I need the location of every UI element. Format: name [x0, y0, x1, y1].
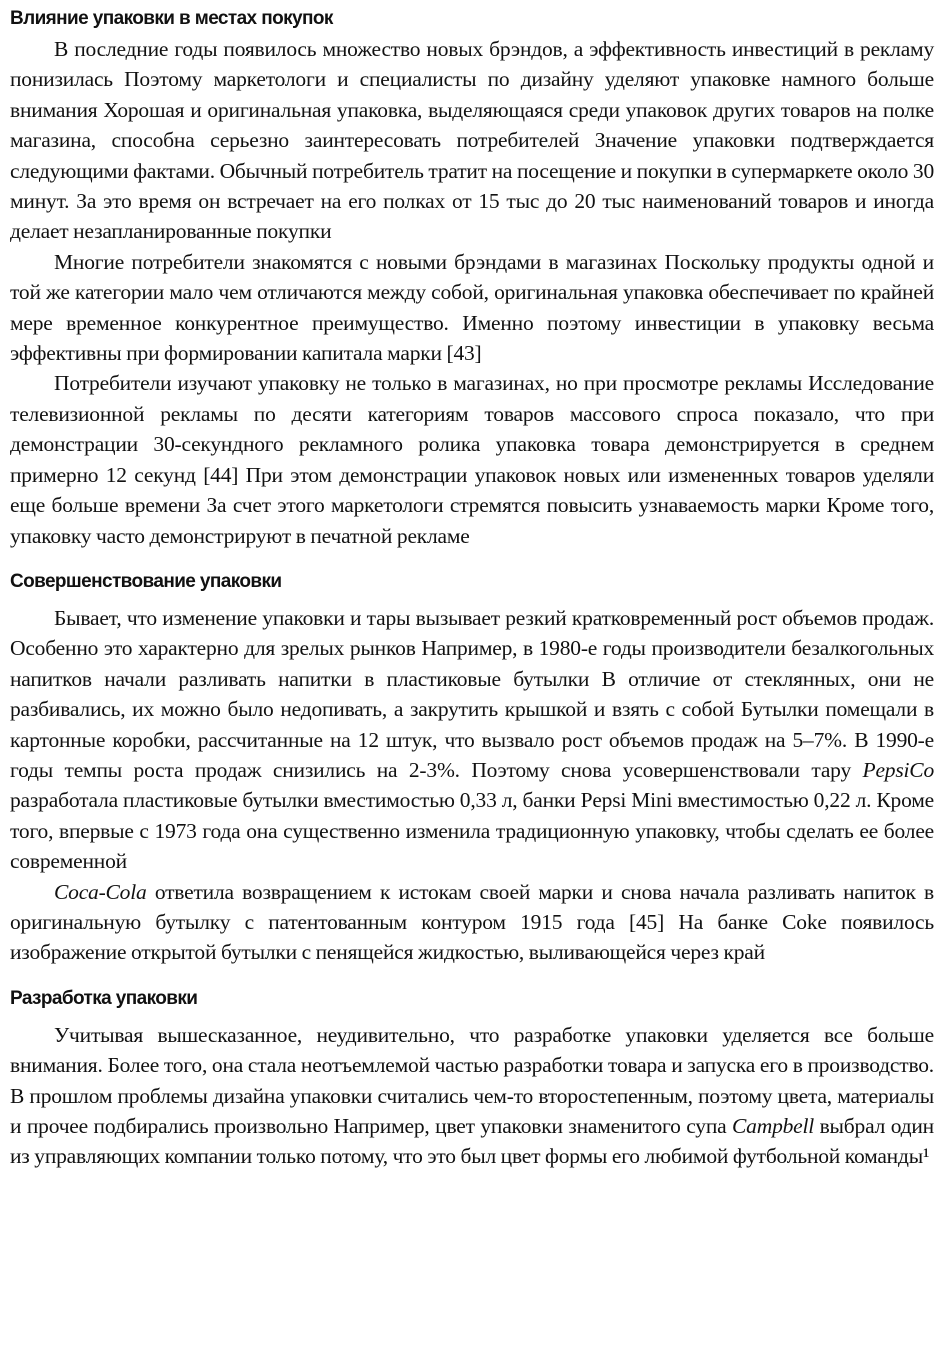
document-page: [10, 0, 934, 1172]
paragraph: Многие потребители знакомятся с новыми брэндами в магазинах Поскольку продукты одной и той же категории мало чем отличаются между собой, оригинальная упаковка обеспечивает по крайней мере временное конкурентное преимущество. Именно поэтому инвестиции в упаковку весьма эффективны при формировании капитала марки [43]: [10, 249, 934, 366]
brand-name-campbell: Campbell: [732, 1114, 815, 1138]
paragraph: В последние годы появилось множество новых брэндов, а эффективность инвестиций в рекламу понизилась Поэтому маркетологи и специалисты по дизайну уделяют упаковке намного больше внимания Хорошая и оригинальная упаковка, выделяющаяся среди упаковок других товаров на полке магазина, способна серьезно заинтересовать потребителей Значение упаковки подтверждается следующими фактами. Обычный потребитель тратит на посещение и покупки в супермаркете около 30 минут. За это время он встречает на его полках от 15 тыс до 20 тыс наименований товаров и иногда делает незапланированные покупки: [10, 37, 934, 244]
brand-name-pepsico: PepsiCo: [862, 757, 934, 782]
brand-name-cocacola: Coca-Cola: [54, 879, 147, 904]
paragraph-text: выбрал один из управляющих компании только потому, что это был цвет формы его любимой футбольной команды: [10, 1114, 934, 1169]
section-heading-packaging-influence: Влияние упаковки в местах покупок: [10, 8, 333, 29]
paragraph: [10, 1020, 934, 1172]
paragraph-text: разработала пластиковые бутылки вместимостью 0,33 л, банки Pepsi Mini вместимостью 0,22 л. Кроме того, впервые с 1973 года она существенно изменила традиционную упаковку, чтобы сделать ее более современной: [10, 788, 934, 874]
section-heading-packaging-development: Разработка упаковки: [10, 987, 198, 1009]
footnote-mark: ¹: [922, 1144, 930, 1169]
paragraph: [10, 877, 934, 968]
paragraph: Потребители изучают упаковку не только в магазинах, но при просмотре рекламы Исследование телевизионной рекламы по десяти категориям товаров массового спроса показало, что при демонстрации 30-секундного рекламного ролика упаковка товара демонстрируется в среднем примерно 12 секунд [44] При этом демонстрации упаковок новых или измененных товаров уделяли еще больше времени За счет этого маркетологи стремятся повысить узнаваемость марки Кроме того, упаковку часто демонстрируют в печатной рекламе: [10, 371, 934, 548]
paragraph: [10, 603, 934, 877]
paragraph-text: Бывает, что изменение упаковки и тары вызывает резкий кратковременный рост объемов продаж. Особенно это характерно для зрелых рынков Например, в 1980-е годы производители безалкогольных напитков начали разливать напитки в пластиковые бутылки В отличие от стеклянных, они не разбивались, их можно было недопивать, а закрутить крышкой и взять с собой Бутылки помещали в картонные коробки, рассчитанные на 12 штук, что вызвало рост объемов продаж на 5–7%. В 1990-е годы темпы роста продаж снизились на 2-3%. Поэтому снова усовершенствовали тару: [10, 605, 934, 782]
paragraph-text: Учитывая вышесказанное, неудивительно, что разработке упаковки уделяется все больше внимания. Более того, она стала неотъемлемой частью разработки товара и запуска его в производство. В прошлом проблемы дизайна упаковки считались чем-то второстепенным, поэтому цвета, материалы и прочее подбирались произвольно Например, цвет упаковки знаменитого супа: [10, 1022, 934, 1138]
paragraph-text: ответила возвращением к истокам своей марки и снова начала разливать напиток в оригинальную бутылку с патентованным контуром 1915 года [45] На банке Coke появилось изображение открытой бутылки с пенящейся жидкостью, выливающейся через край: [10, 879, 934, 965]
section-heading-packaging-improvement: Совершенствование упаковки: [10, 570, 282, 592]
